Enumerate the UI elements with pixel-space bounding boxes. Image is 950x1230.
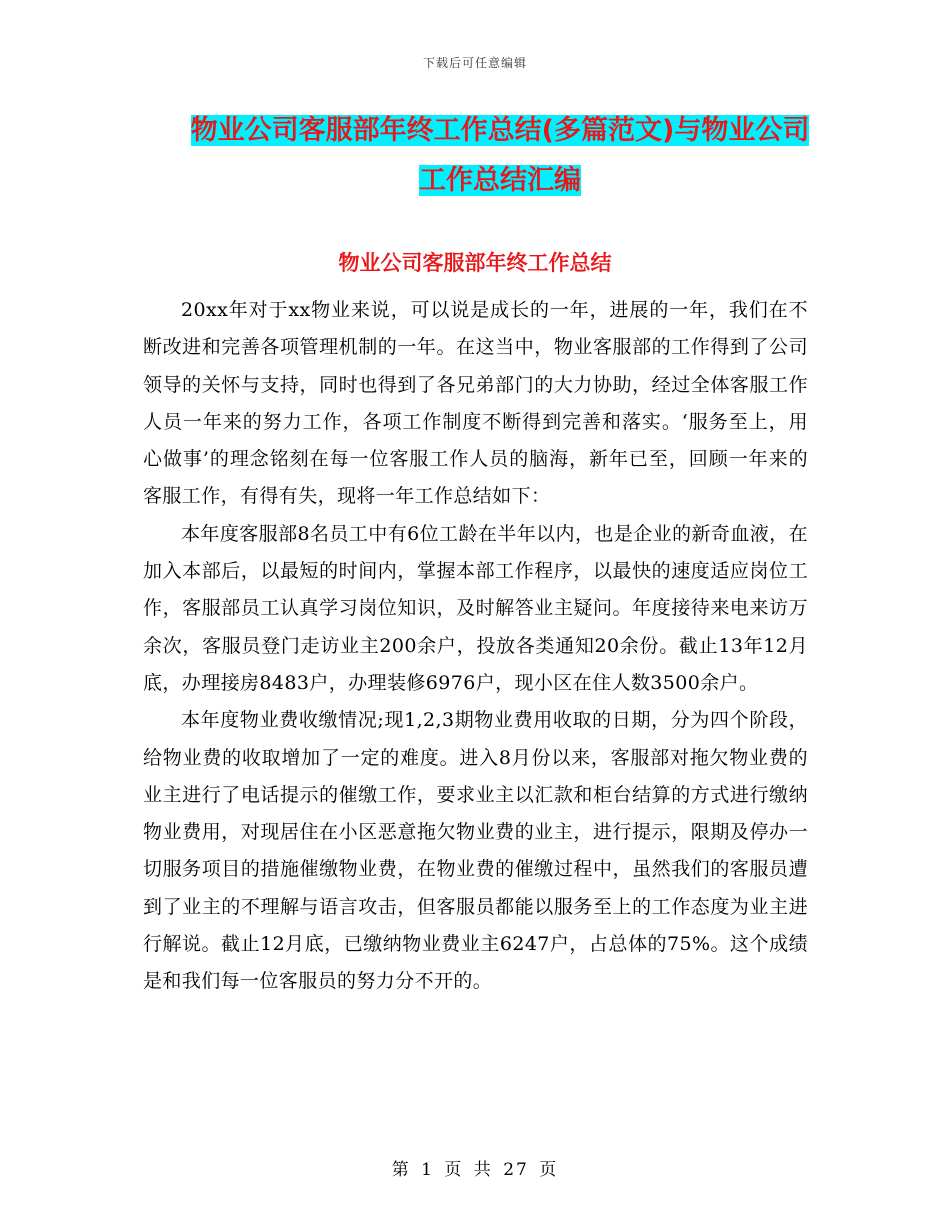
document-title-line-1: 物业公司客服部年终工作总结(多篇范文)与物业公司 — [190, 115, 810, 146]
header-note: 下载后可任意编辑 — [422, 56, 527, 70]
document-title-line-2: 工作总结汇编 — [419, 165, 581, 196]
page-number: 第 1 页 共 27 页 — [391, 1160, 559, 1180]
body-paragraph-2: 本年度客服部8名员工中有6位工龄在半年以内，也是企业的新奇血液，在加入本部后，以最短的时间内，掌握本部工作程序，以最快的速度适应岗位工作，客服部员工认真学习岗位知识，及时解答业主疑问。年度接待来电来访万余次，客服员登门走访业主200余户，投放各类通知20余份。截止13年12月底，办理接房8483户，办理装修6976户，现小区在住人数3500余户。 — [143, 522, 808, 694]
section-title: 物业公司客服部年终工作总结 — [338, 251, 612, 275]
body-paragraph-1: 20xx年对于xx物业来说，可以说是成长的一年，进展的一年，我们在不断改进和完善各项管理机制的一年。在这当中，物业客服部的工作得到了公司领导的关怀与支持，同时也得到了各兄弟部门的大力协助，经过全体客服工作人员一年来的努力工作，各项工作制度不断得到完善和落实。‘服务至上，用心做事’的理念铭刻在每一位客服工作人员的脑海，新年已至，回顾一年来的客服工作，有得有失，现将一年工作总结如下： — [143, 299, 808, 508]
document-title — [140, 106, 860, 206]
body-paragraph-3: 本年度物业费收缴情况;现1,2,3期物业费用收取的日期，分为四个阶段，给物业费的收取增加了一定的难度。进入8月份以来，客服部对拖欠物业费的业主进行了电话提示的催缴工作，要求业主以汇款和柜台结算的方式进行缴纳物业费用，对现居住在小区恶意拖欠物业费的业主，进行提示，限期及停办一切服务项目的措施催缴物业费，在物业费的催缴过程中，虽然我们的客服员遭到了业主的不理解与语言攻击，但客服员都能以服务至上的工作态度为业主进行解说。截止12月底，已缴纳物业费业主6247户，占总体的75%。这个成绩是和我们每一位客服员的努力分不开的。 — [143, 709, 808, 993]
document-body — [143, 292, 808, 1001]
